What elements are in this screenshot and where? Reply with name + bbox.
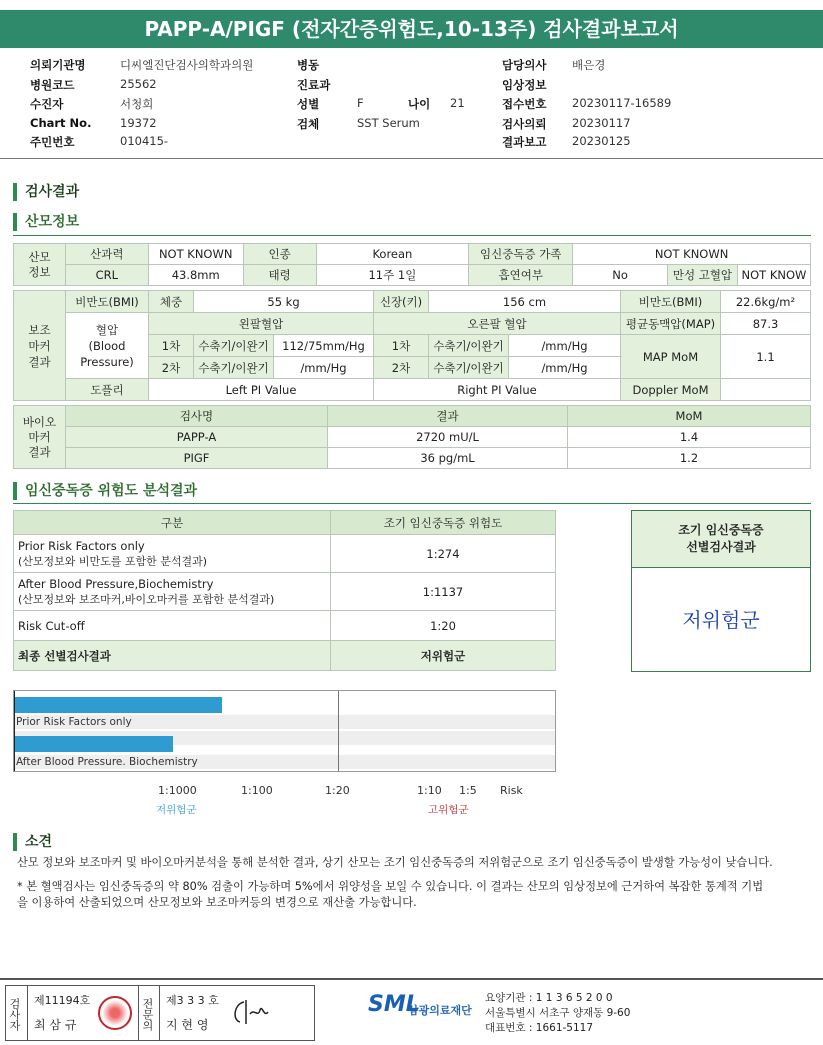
doctor-label: 전문의 bbox=[138, 986, 160, 1040]
low-risk-label: 저위험군 bbox=[156, 804, 197, 816]
doctor-no: 제3 3 3 호 bbox=[166, 994, 219, 1007]
doctor-name: 지 현 영 bbox=[166, 1018, 209, 1032]
org-name: 삼광의료재단 bbox=[408, 1004, 472, 1017]
cell: MoM bbox=[568, 406, 811, 427]
cell: 22.6kg/m² bbox=[721, 291, 811, 313]
chart-row bbox=[14, 731, 555, 771]
cell: PAPP-A bbox=[66, 427, 328, 448]
footer bbox=[0, 978, 823, 1045]
cell: NOT KNOWN bbox=[573, 244, 811, 265]
final-value: 저위험군 bbox=[331, 641, 556, 671]
cell: MAP MoM bbox=[621, 335, 721, 379]
cell: Right PI Value bbox=[374, 379, 621, 401]
cell: 조기 임신중독증 위험도 bbox=[331, 511, 556, 535]
cell: PIGF bbox=[66, 448, 328, 469]
bar-label: Prior Risk Factors only bbox=[16, 716, 132, 728]
cell: 2차 bbox=[374, 357, 429, 379]
cell: Left PI Value bbox=[149, 379, 374, 401]
tester-no: 제11194호 bbox=[34, 994, 91, 1007]
signature-icon bbox=[228, 994, 273, 1032]
cell: 비만도(BMI) bbox=[621, 291, 721, 313]
result-box-value: 저위험군 bbox=[682, 608, 760, 632]
phone: 대표번호 : 1661-5117 bbox=[485, 1022, 594, 1034]
cell: 수축기/이완기 bbox=[194, 335, 274, 357]
cell: 87.3 bbox=[721, 313, 811, 335]
header-label: 임상정보 bbox=[502, 78, 547, 92]
risk-row-name: Prior Risk Factors only bbox=[18, 538, 145, 553]
cell: Doppler MoM bbox=[621, 379, 721, 401]
cell: 1.2 bbox=[568, 448, 811, 469]
cell: 결과 bbox=[328, 406, 568, 427]
cell: 왼팔혈압 bbox=[149, 313, 374, 335]
tick-label: 1:10 bbox=[417, 784, 442, 797]
cell: 체중 bbox=[149, 291, 194, 313]
header-label: 병원코드 bbox=[30, 78, 75, 92]
header-label: 성별 bbox=[297, 97, 320, 111]
cell: 1차 bbox=[374, 335, 429, 357]
cell: 112/75mm/Hg bbox=[274, 335, 374, 357]
header-label: 수진자 bbox=[30, 97, 64, 111]
cell bbox=[721, 379, 811, 401]
cell: 1차 bbox=[149, 335, 194, 357]
cell: 산과력 bbox=[65, 244, 148, 265]
cell: 인종 bbox=[243, 244, 316, 265]
chart-row bbox=[14, 691, 555, 731]
header-value: 010415- bbox=[120, 134, 169, 148]
risk-row-sub: (산모정보와 비만도를 포함한 분석결과) bbox=[18, 554, 208, 568]
high-risk-label: 고위험군 bbox=[428, 804, 469, 816]
header-label: 병동 bbox=[297, 58, 320, 72]
tick-label: 1:100 bbox=[241, 784, 273, 797]
result-box-title: 조기 임신중독증 선별검사결과 bbox=[632, 511, 810, 568]
bio-marker-table bbox=[13, 405, 811, 469]
cell: 156 cm bbox=[429, 291, 621, 313]
seal-icon bbox=[98, 996, 132, 1030]
header-value: 19372 bbox=[120, 116, 157, 130]
header-value: 25562 bbox=[120, 77, 157, 91]
cell: /mm/Hg bbox=[274, 357, 374, 379]
maternal-group: 산모 정보 bbox=[14, 244, 66, 286]
tester-label: 검사자 bbox=[6, 986, 28, 1040]
risk-row-value: 1:1137 bbox=[331, 573, 556, 611]
bar-label: After Blood Pressure. Biochemistry bbox=[16, 756, 198, 768]
header-value: 20230117 bbox=[572, 116, 631, 130]
cell: 수축기/이완기 bbox=[429, 335, 509, 357]
bar-prior-risk bbox=[14, 697, 222, 713]
header-value: 배은경 bbox=[572, 58, 606, 72]
report-title: PAPP-A/PIGF (전자간증위험도,10-13주) 검사결과보고서 bbox=[0, 10, 823, 48]
cell: 흡연여부 bbox=[469, 265, 573, 286]
cutoff-line bbox=[338, 691, 339, 771]
opinion-line3: 을 이용하여 산출되었으며 산모정보와 보조마커등의 변경으로 재산출 가능합니다. bbox=[17, 896, 417, 909]
cell: 도플리 bbox=[66, 379, 149, 401]
header-value: 서청희 bbox=[120, 97, 154, 111]
sml-logo: SML bbox=[368, 992, 420, 1017]
header-label: 진료과 bbox=[297, 78, 331, 92]
header-divider bbox=[0, 158, 823, 159]
institution-code: 요양기관 : 1 1 3 6 5 2 0 0 bbox=[485, 992, 613, 1004]
age-value: 21 bbox=[450, 96, 465, 110]
tick-label: Risk bbox=[500, 784, 523, 797]
risk-row-value: 1:274 bbox=[331, 535, 556, 573]
aux-group: 보조 마커 결과 bbox=[14, 291, 66, 401]
tick-label: 1:20 bbox=[325, 784, 350, 797]
cell: 수축기/이완기 bbox=[194, 357, 274, 379]
cell: 만성 고혈압 bbox=[667, 265, 737, 286]
header-value: 20230117-16589 bbox=[572, 96, 672, 110]
opinion-line2: * 본 혈액검사는 임신중독증의 약 80% 검출이 가능하며 5%에서 위양성을 보일 수 있습니다. 이 결과는 산모의 임상정보에 근거하여 복잡한 통계적 기법 bbox=[17, 880, 764, 893]
address: 서울특별시 서초구 양재동 9-60 bbox=[485, 1007, 631, 1019]
tester-name: 최 삼 규 bbox=[34, 1018, 77, 1032]
signature-box bbox=[5, 985, 315, 1041]
section-line bbox=[13, 235, 811, 236]
header-label: Chart No. bbox=[30, 116, 92, 130]
header-value: F bbox=[357, 96, 364, 110]
section-maternal: 산모정보 bbox=[13, 213, 79, 231]
cell: 2차 bbox=[149, 357, 194, 379]
risk-row-name: Risk Cut-off bbox=[14, 611, 331, 641]
cell: 검사명 bbox=[66, 406, 328, 427]
cell: 11주 1일 bbox=[316, 265, 469, 286]
section-analysis: 임신중독증 위험도 분석결과 bbox=[13, 482, 197, 500]
cell: 구분 bbox=[14, 511, 331, 535]
cell: 수축기/이완기 bbox=[429, 357, 509, 379]
risk-row-value: 1:20 bbox=[331, 611, 556, 641]
cell: 43.8mm bbox=[148, 265, 243, 286]
cell: 1.1 bbox=[721, 335, 811, 379]
result-box bbox=[631, 510, 811, 672]
section-line bbox=[13, 503, 811, 504]
bar-after-bp bbox=[14, 736, 173, 752]
cell: Korean bbox=[316, 244, 469, 265]
cell: CRL bbox=[65, 265, 148, 286]
header-label: 검체 bbox=[297, 117, 320, 131]
cell: No bbox=[573, 265, 668, 286]
cell: 1.4 bbox=[568, 427, 811, 448]
risk-chart bbox=[13, 690, 556, 772]
header-value: SST Serum bbox=[357, 116, 420, 130]
cell: 임신중독증 가족 bbox=[469, 244, 573, 265]
header-label: 주민번호 bbox=[30, 135, 75, 149]
opinion-line1: 산모 정보와 보조마커 및 바이오마커분석을 통해 분석한 결과, 상기 산모는 조기 임신중독증의 저위험군으로 조기 임신중독증이 발생할 가능성이 낮습니다. bbox=[17, 856, 773, 869]
cell: 비만도(BMI) bbox=[66, 291, 149, 313]
risk-table bbox=[13, 510, 556, 671]
cell: /mm/Hg bbox=[509, 357, 621, 379]
final-label: 최종 선별검사결과 bbox=[14, 641, 331, 671]
maternal-table bbox=[13, 243, 811, 286]
risk-row-sub: (산모정보와 보조마커,바이오마커를 포함한 분석결과) bbox=[18, 592, 275, 606]
cell: 2720 mU/L bbox=[328, 427, 568, 448]
cell: 평균동맥압(MAP) bbox=[621, 313, 721, 335]
tick-label: 1:1000 bbox=[158, 784, 197, 797]
risk-row-name: After Blood Pressure,Biochemistry bbox=[18, 576, 214, 591]
cell: 오른팔 혈압 bbox=[374, 313, 621, 335]
header-value: 디씨엘진단검사의학과의원 bbox=[120, 58, 254, 72]
axis-line bbox=[14, 691, 15, 771]
cell: 혈압 (Blood Pressure) bbox=[66, 313, 149, 379]
bio-group: 바이오 마커 결과 bbox=[14, 406, 66, 469]
header-label: 검사의뢰 bbox=[502, 117, 547, 131]
header-label: 의뢰기관명 bbox=[30, 58, 86, 72]
aux-marker-table bbox=[13, 290, 811, 401]
cell: 36 pg/mL bbox=[328, 448, 568, 469]
header-label: 접수번호 bbox=[502, 97, 547, 111]
header-value: 20230125 bbox=[572, 134, 631, 148]
cell: NOT KNOW bbox=[737, 265, 810, 286]
cell: 신장(키) bbox=[374, 291, 429, 313]
section-opinion: 소견 bbox=[13, 833, 52, 851]
section-results: 검사결과 bbox=[13, 183, 79, 201]
tick-label: 1:5 bbox=[459, 784, 477, 797]
age-label: 나이 bbox=[408, 97, 431, 111]
cell: /mm/Hg bbox=[509, 335, 621, 357]
header-label: 결과보고 bbox=[502, 135, 547, 149]
header-label: 담당의사 bbox=[502, 58, 547, 72]
cell: 55 kg bbox=[194, 291, 374, 313]
cell: 태령 bbox=[243, 265, 316, 286]
cell: NOT KNOWN bbox=[148, 244, 243, 265]
